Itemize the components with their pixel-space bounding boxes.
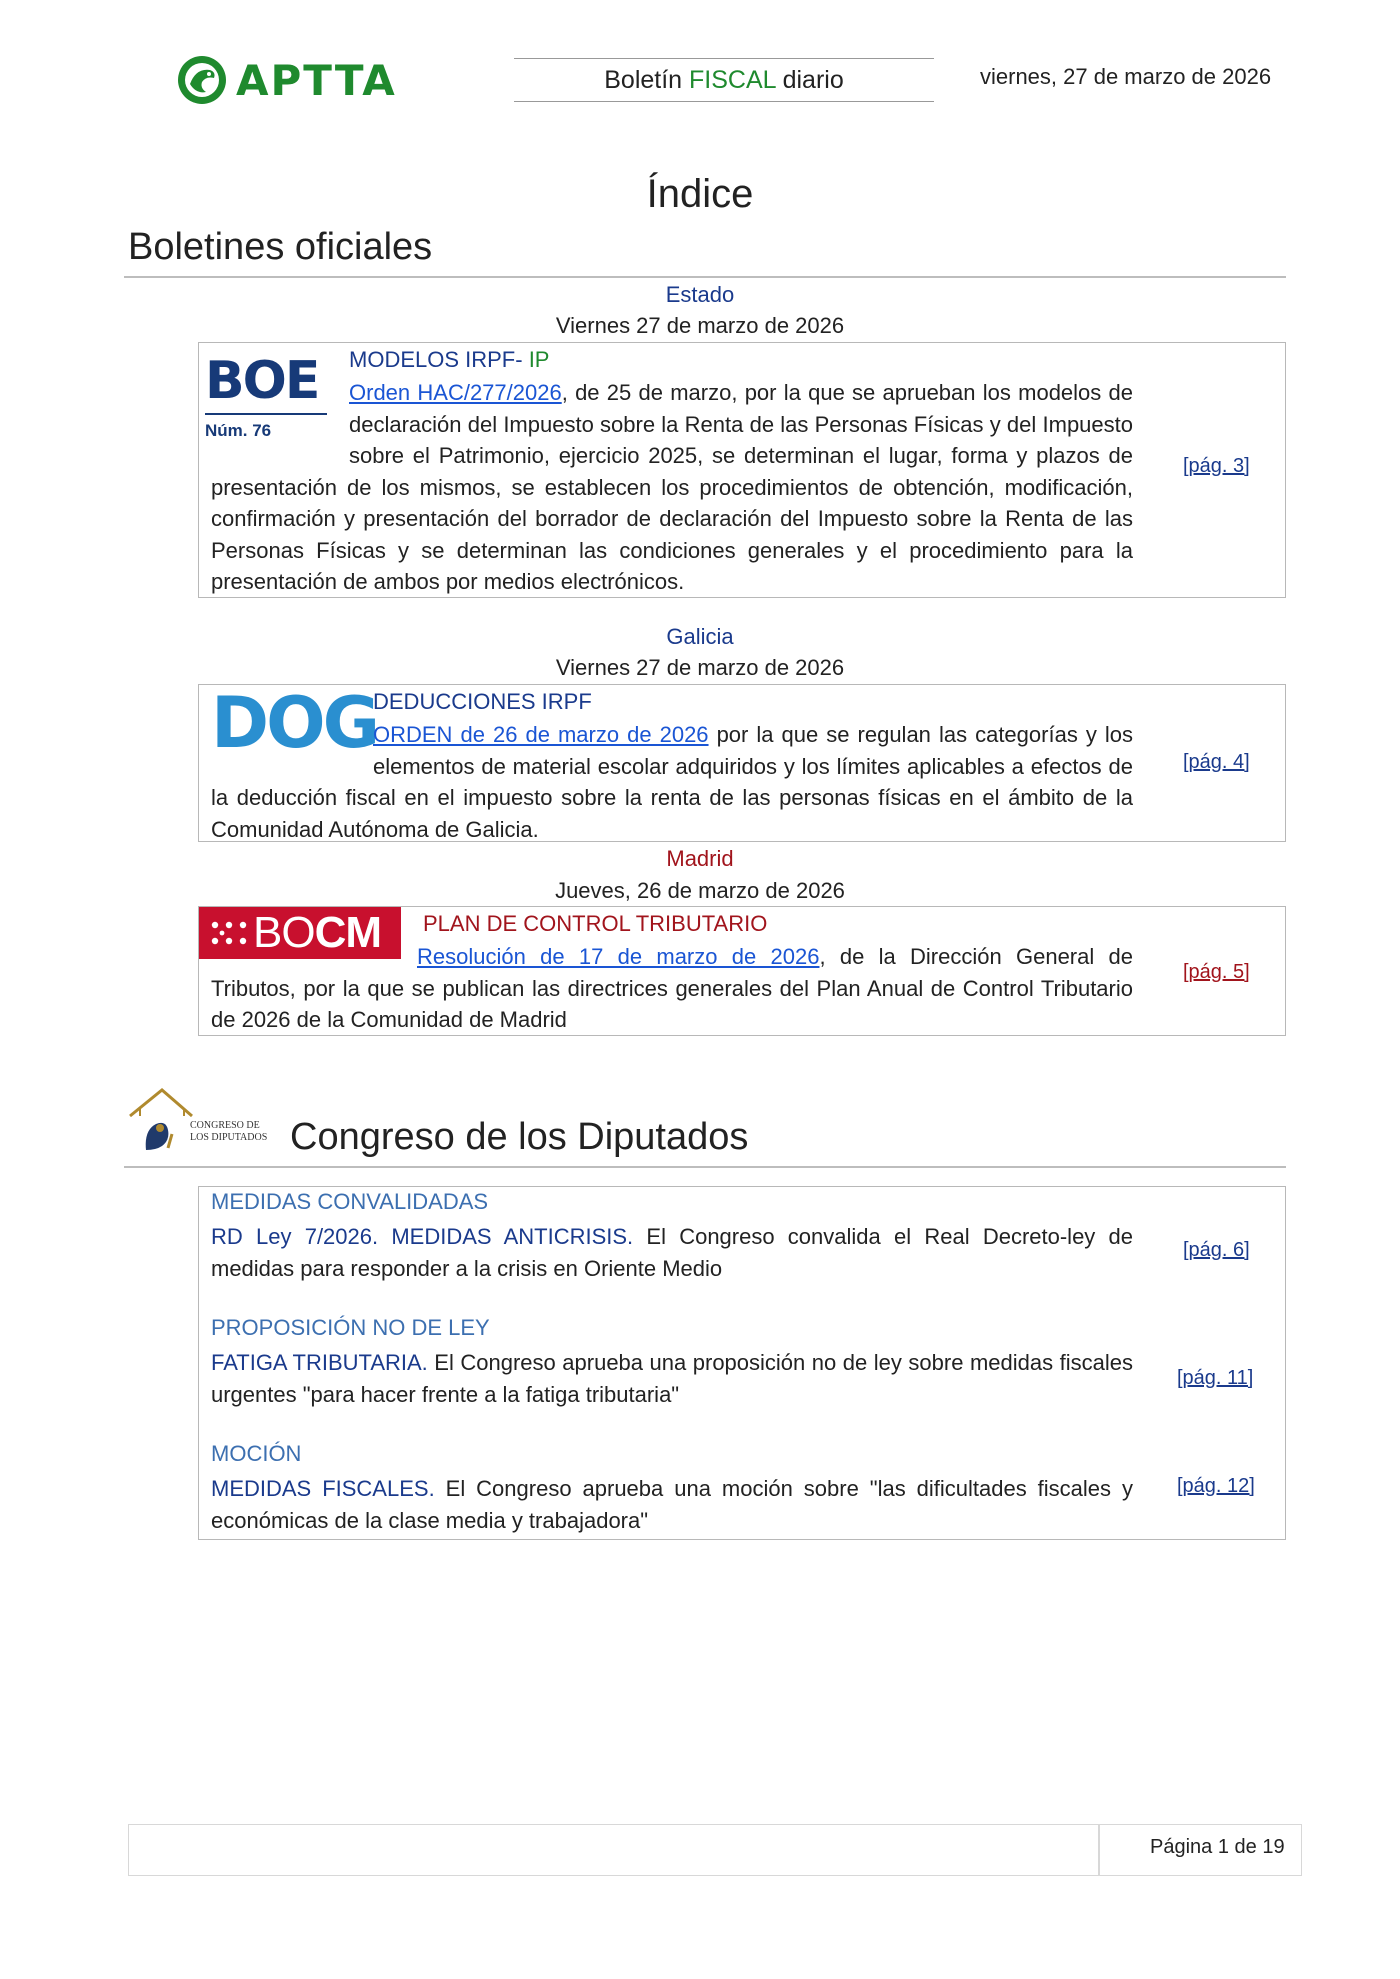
region-galicia: Galicia: [666, 624, 734, 649]
entry-title: MODELOS IRPF- IP: [349, 347, 550, 372]
bocm-logo: BO CM: [199, 907, 401, 959]
boe-logo: BOE Núm. 76: [205, 353, 327, 441]
entry-link[interactable]: ORDEN de 26 de marzo de 2026: [373, 722, 709, 747]
page-link[interactable]: [pág. 5]: [1183, 961, 1250, 983]
congreso-box: [198, 1186, 1286, 1540]
bulletin-title: Boletín FISCAL diario: [514, 58, 934, 102]
congreso-item: MEDIDAS FISCALES. El Congreso aprueba una moción sobre "las dificultades fiscales y económicas de la clase media y trabajadora": [211, 1476, 1133, 1533]
footer: [128, 1824, 1302, 1876]
category-label: MOCIÓN: [211, 1441, 302, 1466]
page-link[interactable]: [pág. 6]: [1183, 1239, 1250, 1261]
congreso-logo: CONGRESO DE LOS DIPUTADOS: [126, 1086, 286, 1156]
date-madrid: Jueves, 26 de marzo de 2026: [555, 878, 845, 903]
aptta-logo: [176, 54, 397, 106]
entry-link[interactable]: Resolución de 17 de marzo de 2026: [417, 944, 820, 969]
page-link[interactable]: [pág. 11]: [1177, 1367, 1254, 1389]
page-link[interactable]: [pág. 12]: [1177, 1475, 1255, 1497]
entry-description: Resolución de 17 de marzo de 2026, de la Dirección General de Tributos, por la que se publican las directrices generales del Plan Anual de Control Tributario de 2026 de la Comunidad de Madrid: [211, 944, 1134, 1032]
region-madrid: Madrid: [666, 846, 734, 871]
footer-separator: [1098, 1824, 1100, 1876]
bulletin-title-fiscal: FISCAL: [689, 66, 776, 94]
category-label: MEDIDAS CONVALIDADAS: [211, 1189, 489, 1214]
entry-bocm: [198, 906, 1286, 1036]
entry-description: ORDEN de 26 de marzo de 2026 por la que se regulan las categorías y los elementos de material escolar adquiridos y los límites aplicables a efectos de la deducción fiscal en el impuesto sobre la renta de las personas físicas en el ámbito de la Comunidad Autónoma de Galicia.: [211, 722, 1133, 842]
section-divider: [124, 276, 1286, 278]
page-link[interactable]: [pág. 3]: [1183, 455, 1250, 477]
logo-text: APTTA: [236, 55, 397, 105]
entry-description: Orden HAC/277/2026, de 25 de marzo, por la que se aprueban los modelos de declaración del Impuesto sobre la Renta de las Personas Físicas y del Impuesto sobre el Patrimonio, ejercicio 2025, se determinan el lugar, forma y plazos de presentación de los mismos, se establecen los procedimientos de obtención, modificación, confirmación y presentación del borrador de declaración del Impuesto sobre la Renta de las Personas Físicas y se determinan las condiciones generales y el procedimiento para la presentación de ambos por medios electrónicos.: [211, 380, 1133, 594]
header-date: viernes, 27 de marzo de 2026: [980, 64, 1272, 89]
category-label: PROPOSICIÓN NO DE LEY: [211, 1315, 490, 1340]
entry-title: DEDUCCIONES IRPF: [373, 689, 592, 714]
region-estado: Estado: [665, 282, 735, 307]
entry-dog: [198, 684, 1286, 842]
congreso-item: FATIGA TRIBUTARIA. El Congreso aprueba una proposición no de ley sobre medidas fiscales urgentes "para hacer frente a la fatiga tributaria": [211, 1350, 1133, 1407]
boletines-heading: Boletines oficiales: [128, 226, 433, 268]
date-estado: Viernes 27 de marzo de 2026: [555, 313, 845, 338]
page-link[interactable]: [pág. 4]: [1183, 751, 1250, 773]
entry-title: PLAN DE CONTROL TRIBUTARIO: [423, 911, 768, 936]
entry-link[interactable]: Orden HAC/277/2026: [349, 380, 562, 405]
dog-logo: DOG: [211, 682, 378, 764]
index-title: Índice: [646, 172, 754, 216]
entry-boe: [198, 342, 1286, 598]
congreso-lion-icon: [126, 1086, 196, 1156]
item-headline: MEDIDAS FISCALES.: [211, 1476, 435, 1501]
section-divider: [124, 1166, 1286, 1168]
congreso-item: RD Ley 7/2026. MEDIDAS ANTICRISIS. El Congreso convalida el Real Decreto-ley de medidas para responder a la crisis en Oriente Medio: [211, 1224, 1133, 1281]
page-number: Página 1 de 19: [1150, 1836, 1285, 1858]
item-headline: FATIGA TRIBUTARIA.: [211, 1350, 428, 1375]
congreso-heading: Congreso de los Diputados: [290, 1116, 749, 1158]
item-headline: RD Ley 7/2026. MEDIDAS ANTICRISIS.: [211, 1224, 634, 1249]
date-galicia: Viernes 27 de marzo de 2026: [555, 655, 845, 680]
aptta-emblem-icon: [176, 54, 228, 106]
